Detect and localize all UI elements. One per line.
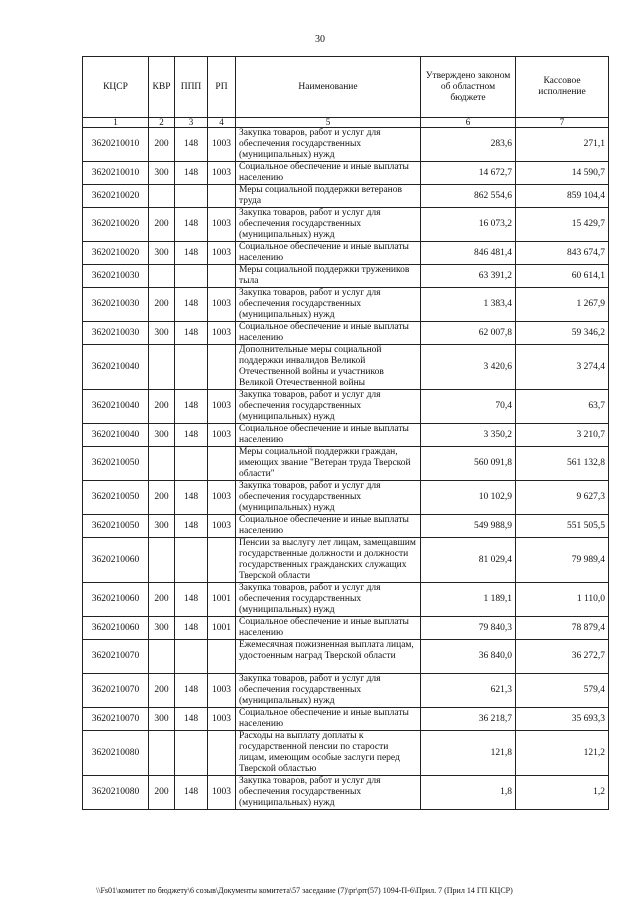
executed-cell: 78 879,4 — [516, 617, 609, 640]
table-row — [83, 322, 609, 345]
header-row — [83, 57, 609, 118]
name-cell: Меры социальной поддержки граждан, имеющих звание "Ветеран труда Тверской области" — [236, 447, 421, 481]
name-cell: Закупка товаров, работ и услуг для обеспечения государственных (муниципальных) нужд — [236, 128, 421, 162]
executed-cell: 3 274,4 — [516, 345, 609, 390]
approved-cell: 14 672,7 — [421, 162, 516, 185]
name-cell: Социальное обеспечение и иные выплаты населению — [236, 515, 421, 538]
ppp-cell: 148 — [175, 515, 208, 538]
name-cell: Расходы на выплату доплаты к государственной пенсии по старости лицам, имеющим особые заслуги перед Тверской областью — [236, 731, 421, 776]
rp-cell: 1003 — [208, 128, 236, 162]
column-number: 2 — [149, 118, 175, 128]
header-approved: Утверждено законом об областном бюджете — [421, 57, 516, 118]
executed-cell: 551 505,5 — [516, 515, 609, 538]
table-row — [83, 128, 609, 162]
approved-cell: 621,3 — [421, 674, 516, 708]
approved-cell: 63 391,2 — [421, 265, 516, 288]
column-number: 1 — [83, 118, 149, 128]
kvr-cell: 200 — [149, 128, 175, 162]
kcsr-cell: 3620210070 — [83, 708, 149, 731]
rp-cell — [208, 538, 236, 583]
kcsr-cell: 3620210010 — [83, 128, 149, 162]
ppp-cell: 148 — [175, 674, 208, 708]
kcsr-cell: 3620210070 — [83, 674, 149, 708]
table-row — [83, 515, 609, 538]
kcsr-cell: 3620210040 — [83, 424, 149, 447]
table-row — [83, 208, 609, 242]
ppp-cell — [175, 640, 208, 674]
table-row — [83, 674, 609, 708]
column-number: 7 — [516, 118, 609, 128]
name-cell: Социальное обеспечение и иные выплаты населению — [236, 708, 421, 731]
ppp-cell: 148 — [175, 288, 208, 322]
kcsr-cell: 3620210040 — [83, 345, 149, 390]
table-row — [83, 481, 609, 515]
name-cell: Меры социальной поддержки тружеников тыла — [236, 265, 421, 288]
kvr-cell: 300 — [149, 242, 175, 265]
approved-cell: 3 350,2 — [421, 424, 516, 447]
ppp-cell — [175, 731, 208, 776]
kcsr-cell: 3620210060 — [83, 538, 149, 583]
kvr-cell: 200 — [149, 208, 175, 242]
table-row — [83, 242, 609, 265]
approved-cell: 36 840,0 — [421, 640, 516, 674]
approved-cell: 560 091,8 — [421, 447, 516, 481]
name-cell: Закупка товаров, работ и услуг для обеспечения государственных (муниципальных) нужд — [236, 208, 421, 242]
executed-cell: 35 693,3 — [516, 708, 609, 731]
rp-cell: 1003 — [208, 708, 236, 731]
table-body — [83, 128, 609, 810]
kcsr-cell: 3620210020 — [83, 242, 149, 265]
rp-cell: 1003 — [208, 424, 236, 447]
ppp-cell — [175, 265, 208, 288]
kvr-cell: 300 — [149, 162, 175, 185]
executed-cell: 36 272,7 — [516, 640, 609, 674]
table-row — [83, 731, 609, 776]
rp-cell: 1003 — [208, 776, 236, 810]
kvr-cell — [149, 265, 175, 288]
rp-cell: 1003 — [208, 390, 236, 424]
ppp-cell: 148 — [175, 481, 208, 515]
executed-cell: 561 132,8 — [516, 447, 609, 481]
executed-cell: 14 590,7 — [516, 162, 609, 185]
ppp-cell — [175, 345, 208, 390]
kcsr-cell: 3620210040 — [83, 390, 149, 424]
kcsr-cell: 3620210070 — [83, 640, 149, 674]
approved-cell: 70,4 — [421, 390, 516, 424]
kcsr-cell: 3620210080 — [83, 731, 149, 776]
kvr-cell: 200 — [149, 776, 175, 810]
rp-cell: 1003 — [208, 322, 236, 345]
approved-cell: 1 383,4 — [421, 288, 516, 322]
kcsr-cell: 3620210060 — [83, 617, 149, 640]
kvr-cell: 300 — [149, 515, 175, 538]
executed-cell: 79 989,4 — [516, 538, 609, 583]
kcsr-cell: 3620210030 — [83, 265, 149, 288]
kcsr-cell: 3620210080 — [83, 776, 149, 810]
ppp-cell: 148 — [175, 208, 208, 242]
ppp-cell: 148 — [175, 322, 208, 345]
kcsr-cell: 3620210010 — [83, 162, 149, 185]
ppp-cell — [175, 447, 208, 481]
rp-cell — [208, 345, 236, 390]
ppp-cell: 148 — [175, 583, 208, 617]
approved-cell: 36 218,7 — [421, 708, 516, 731]
approved-cell: 81 029,4 — [421, 538, 516, 583]
kvr-cell: 200 — [149, 288, 175, 322]
executed-cell: 1 110,0 — [516, 583, 609, 617]
ppp-cell: 148 — [175, 162, 208, 185]
executed-cell: 3 210,7 — [516, 424, 609, 447]
ppp-cell: 148 — [175, 128, 208, 162]
column-number: 3 — [175, 118, 208, 128]
column-number-row — [83, 118, 609, 128]
approved-cell: 862 554,6 — [421, 185, 516, 208]
ppp-cell — [175, 538, 208, 583]
kvr-cell — [149, 731, 175, 776]
name-cell: Социальное обеспечение и иные выплаты населению — [236, 322, 421, 345]
kvr-cell: 300 — [149, 708, 175, 731]
name-cell: Меры социальной поддержки ветеранов труда — [236, 185, 421, 208]
name-cell: Закупка товаров, работ и услуг для обеспечения государственных (муниципальных) нужд — [236, 390, 421, 424]
table-row — [83, 345, 609, 390]
kvr-cell — [149, 185, 175, 208]
rp-cell: 1001 — [208, 583, 236, 617]
name-cell: Ежемесячная пожизненная выплата лицам, удостоенным наград Тверской области — [236, 640, 421, 674]
executed-cell: 121,2 — [516, 731, 609, 776]
rp-cell: 1003 — [208, 481, 236, 515]
executed-cell: 579,4 — [516, 674, 609, 708]
table-row — [83, 424, 609, 447]
header-rp: РП — [208, 57, 236, 118]
approved-cell: 549 988,9 — [421, 515, 516, 538]
ppp-cell: 148 — [175, 708, 208, 731]
page-number: 30 — [315, 34, 325, 45]
rp-cell: 1003 — [208, 515, 236, 538]
column-number: 6 — [421, 118, 516, 128]
name-cell: Закупка товаров, работ и услуг для обеспечения государственных (муниципальных) нужд — [236, 583, 421, 617]
name-cell: Дополнительные меры социальной поддержки инвалидов Великой Отечественной войны и участников Великой Отечественной войны — [236, 345, 421, 390]
executed-cell: 859 104,4 — [516, 185, 609, 208]
table-row — [83, 265, 609, 288]
rp-cell: 1003 — [208, 242, 236, 265]
executed-cell: 1,2 — [516, 776, 609, 810]
name-cell: Закупка товаров, работ и услуг для обеспечения государственных (муниципальных) нужд — [236, 481, 421, 515]
table-row — [83, 185, 609, 208]
header-executed: Кассовое исполнение — [516, 57, 609, 118]
rp-cell — [208, 640, 236, 674]
table-row — [83, 617, 609, 640]
approved-cell: 10 102,9 — [421, 481, 516, 515]
kvr-cell — [149, 640, 175, 674]
kvr-cell: 200 — [149, 583, 175, 617]
name-cell: Пенсии за выслугу лет лицам, замещавшим государственные должности и должности государственных гражданских служащих Тверской области — [236, 538, 421, 583]
ppp-cell — [175, 185, 208, 208]
ppp-cell: 148 — [175, 242, 208, 265]
rp-cell — [208, 447, 236, 481]
kvr-cell — [149, 447, 175, 481]
ppp-cell: 148 — [175, 424, 208, 447]
table-row — [83, 447, 609, 481]
kcsr-cell: 3620210020 — [83, 208, 149, 242]
kvr-cell: 300 — [149, 322, 175, 345]
ppp-cell: 148 — [175, 390, 208, 424]
kvr-cell: 200 — [149, 390, 175, 424]
name-cell: Закупка товаров, работ и услуг для обеспечения государственных (муниципальных) нужд — [236, 288, 421, 322]
approved-cell: 121,8 — [421, 731, 516, 776]
kvr-cell: 200 — [149, 674, 175, 708]
header-ppp: ППП — [175, 57, 208, 118]
column-number: 5 — [236, 118, 421, 128]
table-row — [83, 538, 609, 583]
rp-cell: 1003 — [208, 208, 236, 242]
kvr-cell — [149, 345, 175, 390]
kvr-cell: 200 — [149, 481, 175, 515]
table-row — [83, 390, 609, 424]
executed-cell: 843 674,7 — [516, 242, 609, 265]
rp-cell — [208, 265, 236, 288]
ppp-cell: 148 — [175, 617, 208, 640]
executed-cell: 9 627,3 — [516, 481, 609, 515]
executed-cell: 15 429,7 — [516, 208, 609, 242]
ppp-cell: 148 — [175, 776, 208, 810]
approved-cell: 62 007,8 — [421, 322, 516, 345]
header-kvr: КВР — [149, 57, 175, 118]
rp-cell: 1001 — [208, 617, 236, 640]
table-row — [83, 776, 609, 810]
kcsr-cell: 3620210050 — [83, 481, 149, 515]
table-row — [83, 162, 609, 185]
kcsr-cell: 3620210060 — [83, 583, 149, 617]
rp-cell: 1003 — [208, 288, 236, 322]
approved-cell: 846 481,4 — [421, 242, 516, 265]
kcsr-cell: 3620210050 — [83, 447, 149, 481]
executed-cell: 59 346,2 — [516, 322, 609, 345]
table-row — [83, 640, 609, 674]
rp-cell — [208, 731, 236, 776]
approved-cell: 3 420,6 — [421, 345, 516, 390]
table-row — [83, 288, 609, 322]
header-name: Наименование — [236, 57, 421, 118]
kvr-cell — [149, 538, 175, 583]
executed-cell: 1 267,9 — [516, 288, 609, 322]
approved-cell: 1,8 — [421, 776, 516, 810]
file-path-footer: \\Fs01\комитет по бюджету\6 созыв\Документы комитета\57 заседание (7)\pr\prr(57) 1094-П-6\Прил. 7 (Прил 14 ГП КЦСР) — [96, 886, 513, 895]
kvr-cell: 300 — [149, 424, 175, 447]
name-cell: Социальное обеспечение и иные выплаты населению — [236, 617, 421, 640]
name-cell: Социальное обеспечение и иные выплаты населению — [236, 424, 421, 447]
kcsr-cell: 3620210030 — [83, 288, 149, 322]
executed-cell: 63,7 — [516, 390, 609, 424]
kcsr-cell: 3620210030 — [83, 322, 149, 345]
name-cell: Социальное обеспечение и иные выплаты населению — [236, 162, 421, 185]
budget-table — [82, 56, 609, 810]
approved-cell: 1 189,1 — [421, 583, 516, 617]
rp-cell: 1003 — [208, 674, 236, 708]
table-row — [83, 583, 609, 617]
rp-cell: 1003 — [208, 162, 236, 185]
name-cell: Закупка товаров, работ и услуг для обеспечения государственных (муниципальных) нужд — [236, 674, 421, 708]
header-kcsr: КЦСР — [83, 57, 149, 118]
name-cell: Социальное обеспечение и иные выплаты населению — [236, 242, 421, 265]
executed-cell: 60 614,1 — [516, 265, 609, 288]
approved-cell: 16 073,2 — [421, 208, 516, 242]
executed-cell: 271,1 — [516, 128, 609, 162]
approved-cell: 283,6 — [421, 128, 516, 162]
approved-cell: 79 840,3 — [421, 617, 516, 640]
kvr-cell: 300 — [149, 617, 175, 640]
kcsr-cell: 3620210020 — [83, 185, 149, 208]
rp-cell — [208, 185, 236, 208]
name-cell: Закупка товаров, работ и услуг для обеспечения государственных (муниципальных) нужд — [236, 776, 421, 810]
table-row — [83, 708, 609, 731]
column-number: 4 — [208, 118, 236, 128]
kcsr-cell: 3620210050 — [83, 515, 149, 538]
